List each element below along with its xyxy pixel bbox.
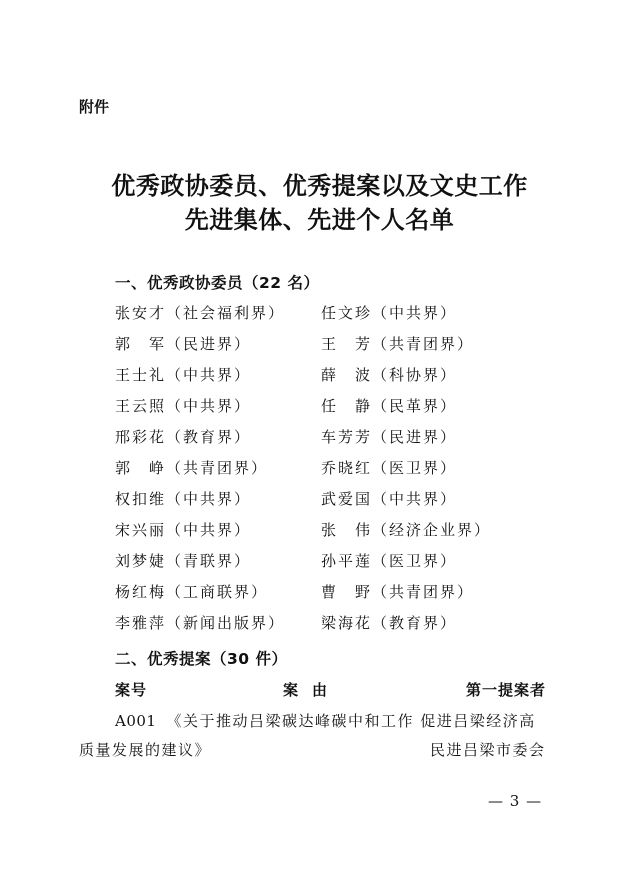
member-row: [0, 519, 639, 550]
member-entry: 刘梦婕（青联界）: [115, 552, 252, 570]
member-row: [0, 550, 639, 581]
page-number: — 3 —: [488, 792, 543, 810]
document-title-line2: 先进集体、先进个人名单: [184, 206, 455, 234]
member-entry: 王云照（中共界）: [115, 397, 252, 415]
member-entry: 邢彩花（教育界）: [115, 428, 252, 446]
member-entry: 郭 峥（共青团界）: [115, 459, 269, 477]
section-heading-proposals: 二、优秀提案（30 件）: [115, 650, 288, 668]
member-entry: 曹 野（共青团界）: [321, 583, 475, 601]
member-row: [0, 457, 639, 488]
proposal-code: A001: [115, 712, 157, 730]
member-entry: 梁海花（教育界）: [321, 614, 458, 632]
member-entry: 任 静（民革界）: [321, 397, 458, 415]
member-entry: 孙平莲（医卫界）: [321, 552, 458, 570]
member-row: [0, 488, 639, 519]
member-entry: 王 芳（共青团界）: [321, 335, 475, 353]
attachment-label: 附件: [79, 98, 110, 116]
member-row: [0, 426, 639, 457]
member-row: [0, 333, 639, 364]
member-entry: 张安才（社会福利界）: [115, 304, 286, 322]
member-entry: 乔晓红（医卫界）: [321, 459, 458, 477]
column-header-code: 案号: [115, 681, 148, 699]
member-entry: 张 伟（经济企业界）: [321, 521, 492, 539]
member-row: [0, 302, 639, 333]
member-row: [0, 612, 639, 643]
member-entry: 郭 军（民进界）: [115, 335, 252, 353]
document-title-line1: 优秀政协委员、优秀提案以及文史工作: [111, 172, 528, 200]
proposal-item: [115, 710, 536, 731]
member-row: [0, 395, 639, 426]
member-row: [0, 364, 639, 395]
member-entry: 宋兴丽（中共界）: [115, 521, 252, 539]
member-entry: 车芳芳（民进界）: [321, 428, 458, 446]
member-list: [0, 302, 639, 643]
column-header-reason: 案由: [283, 681, 342, 699]
member-entry: 权扣维（中共界）: [115, 490, 252, 508]
member-entry: 李雅萍（新闻出版界）: [115, 614, 286, 632]
member-row: [0, 581, 639, 612]
member-entry: 王士礼（中共界）: [115, 366, 252, 384]
section-heading-members: 一、优秀政协委员（22 名）: [115, 274, 320, 292]
proposal-text-line2: 质量发展的建议》: [79, 741, 212, 759]
member-entry: 任文珍（中共界）: [321, 304, 458, 322]
member-entry: 杨红梅（工商联界）: [115, 583, 269, 601]
column-header-proposer: 第一提案者: [466, 681, 547, 699]
proposal-proposer: 民进吕梁市委会: [430, 741, 546, 759]
member-entry: 薛 波（科协界）: [321, 366, 458, 384]
member-entry: 武爱国（中共界）: [321, 490, 458, 508]
proposal-text-line1: 《关于推动吕梁碳达峰碳中和工作 促进吕梁经济高: [166, 712, 536, 730]
